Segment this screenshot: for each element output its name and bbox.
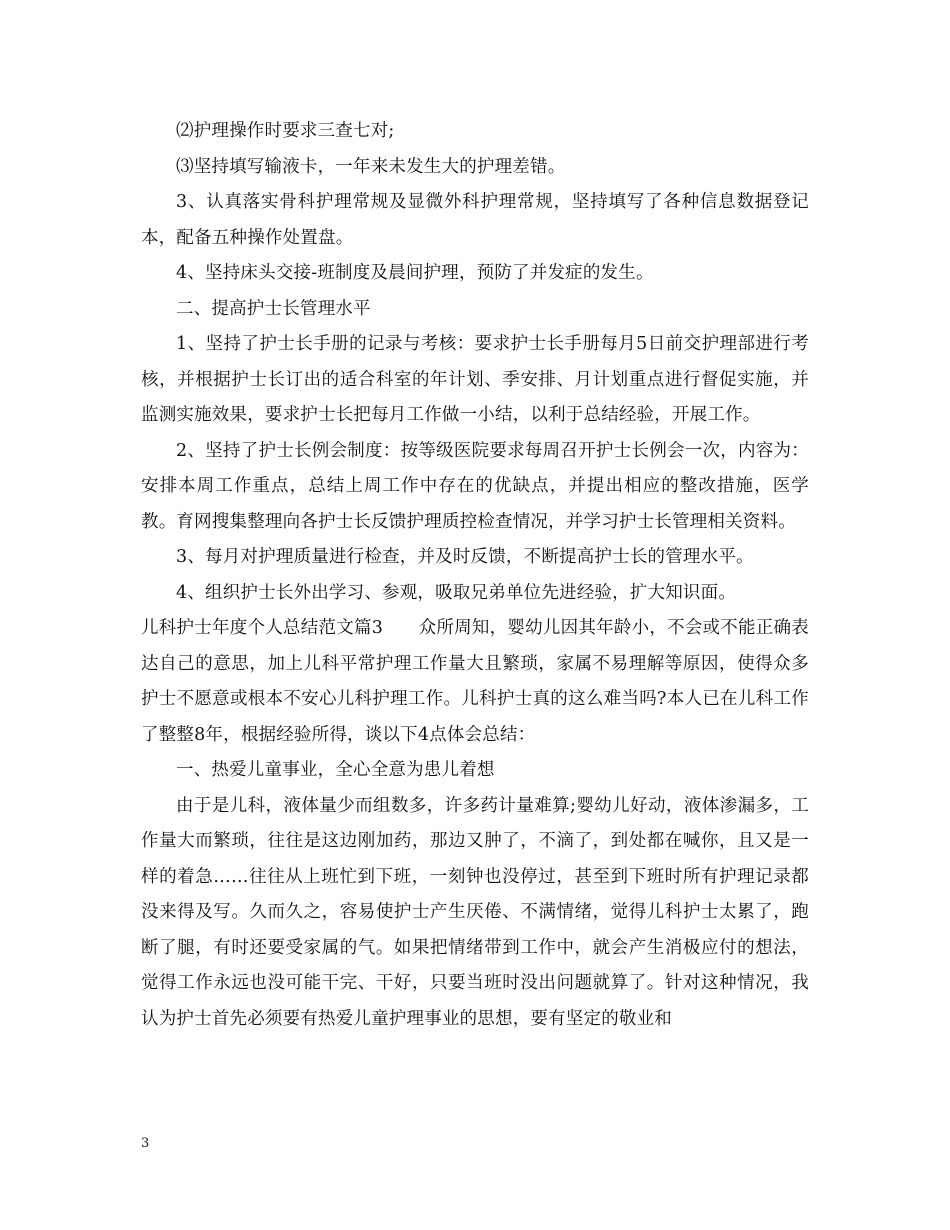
paragraph-monthly-quality-check: 3、每月对护理质量进行检查，并及时反馈，不断提高护士长的管理水平。: [176, 547, 754, 567]
paragraph-check-rule: ⑵护理操作时要求三查七对;: [176, 121, 395, 141]
paragraph-pediatric-workload: 由于是儿科，液体量少而组数多，许多药计量难算;婴幼儿好动，液体渗漏多，工作量大而繁琐，往往是这边刚加药，那边又肿了，不滴了，到处都在喊你，且又是一样的着急……往往从上班忙到下班，一刻钟也没停过，甚至到下班时所有护理记录都没来得及写。久而久之，容易使护士产生厌倦、不满情绪，觉得儿科护士太累了，跑断了腿，有时还要受家属的气。如果把情绪带到工作中，就会产生消极应付的想法，觉得工作永远也没可能干完、干好，只要当班时没出问题就算了。针对这种情况，我认为护士首先必须要有热爱儿童护理事业的思想，要有坚定的敬业和: [141, 795, 809, 1029]
document-body: [141, 114, 809, 1037]
paragraph-head-nurse-meeting: 2、坚持了护士长例会制度：按等级医院要求每周召开护士长例会一次，内容为：安排本周工作重点，总结上周工作中存在的优缺点，并提出相应的整改措施，医学教。育网搜集整理向各护士长反馈护理质控检查情况，并学习护士长管理相关资料。: [141, 440, 809, 532]
section-heading-love-children: 一、热爱儿童事业，全心全意为患儿着想: [176, 760, 495, 780]
page-number: 3: [141, 1136, 150, 1151]
paragraph-bedside-handover: 4、坚持床头交接-班制度及晨间护理，预防了并发症的发生。: [176, 263, 654, 283]
paragraph-study-visits: 4、组织护士长外出学习、参观，吸取兄弟单位先进经验，扩大知识面。: [176, 582, 737, 603]
paragraph-infusion-card: ⑶坚持填写输液卡，一年来未发生大的护理差错。: [176, 156, 566, 177]
paragraph-pediatric-summary-intro: 儿科护士年度个人总结范文篇3 众所周知，婴幼儿因其年龄小，不会或不能正确表达自己的意思，加上儿科平常护理工作量大且繁琐，家属不易理解等原因，使得众多护士不愿意或根本不安心儿科护理工作。儿科护士真的这么难当吗?本人已在儿科工作了整整8年，根据经验所得，谈以下4点体会总结：: [141, 618, 809, 745]
paragraph-orthopedic-routine: 3、认真落实骨科护理常规及显微外科护理常规，坚持填写了各种信息数据登记本，配备五种操作处置盘。: [141, 192, 809, 248]
paragraph-head-nurse-handbook: 1、坚持了护士长手册的记录与考核：要求护士长手册每月5日前交护理部进行考核，并根据护士长订出的适合科室的年计划、季安排、月计划重点进行督促实施，并监测实施效果，要求护士长把每月工作做一小结，以利于总结经验，开展工作。: [141, 334, 809, 425]
section-heading-head-nurse-management: 二、提高护士长管理水平: [176, 298, 371, 319]
